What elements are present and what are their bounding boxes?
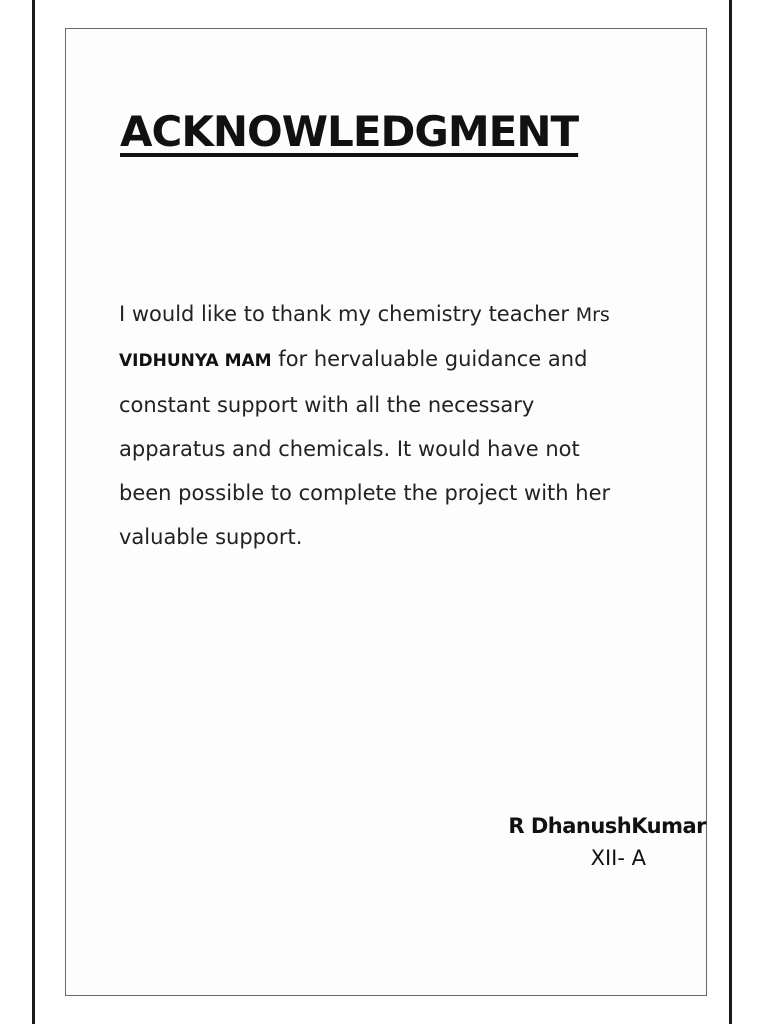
document-page — [32, 0, 732, 1024]
paragraph-line-3: constant support with all the necessary — [119, 393, 535, 417]
paragraph-line-2 — [119, 337, 699, 383]
teacher-name: VIDHUNYA MAM — [119, 351, 272, 371]
acknowledgment-paragraph — [119, 292, 699, 559]
page-title: ACKNOWLEDGMENT — [120, 107, 579, 156]
paragraph-line-1 — [119, 292, 699, 337]
paragraph-line-1-text: I would like to thank my chemistry teacher — [119, 302, 570, 326]
paragraph-line-2-text: for hervaluable guidance and — [278, 347, 588, 371]
student-class: XII- A — [590, 846, 646, 870]
paragraph-line-5: been possible to complete the project with her — [119, 481, 611, 505]
student-name: R DhanushKumar — [508, 814, 706, 838]
teacher-title: Mrs — [575, 304, 610, 326]
paragraph-line-6: valuable support. — [119, 525, 303, 549]
page-border-frame — [65, 28, 707, 996]
paragraph-line-4: apparatus and chemicals. It would have not — [119, 437, 580, 461]
signature-block — [508, 809, 706, 873]
